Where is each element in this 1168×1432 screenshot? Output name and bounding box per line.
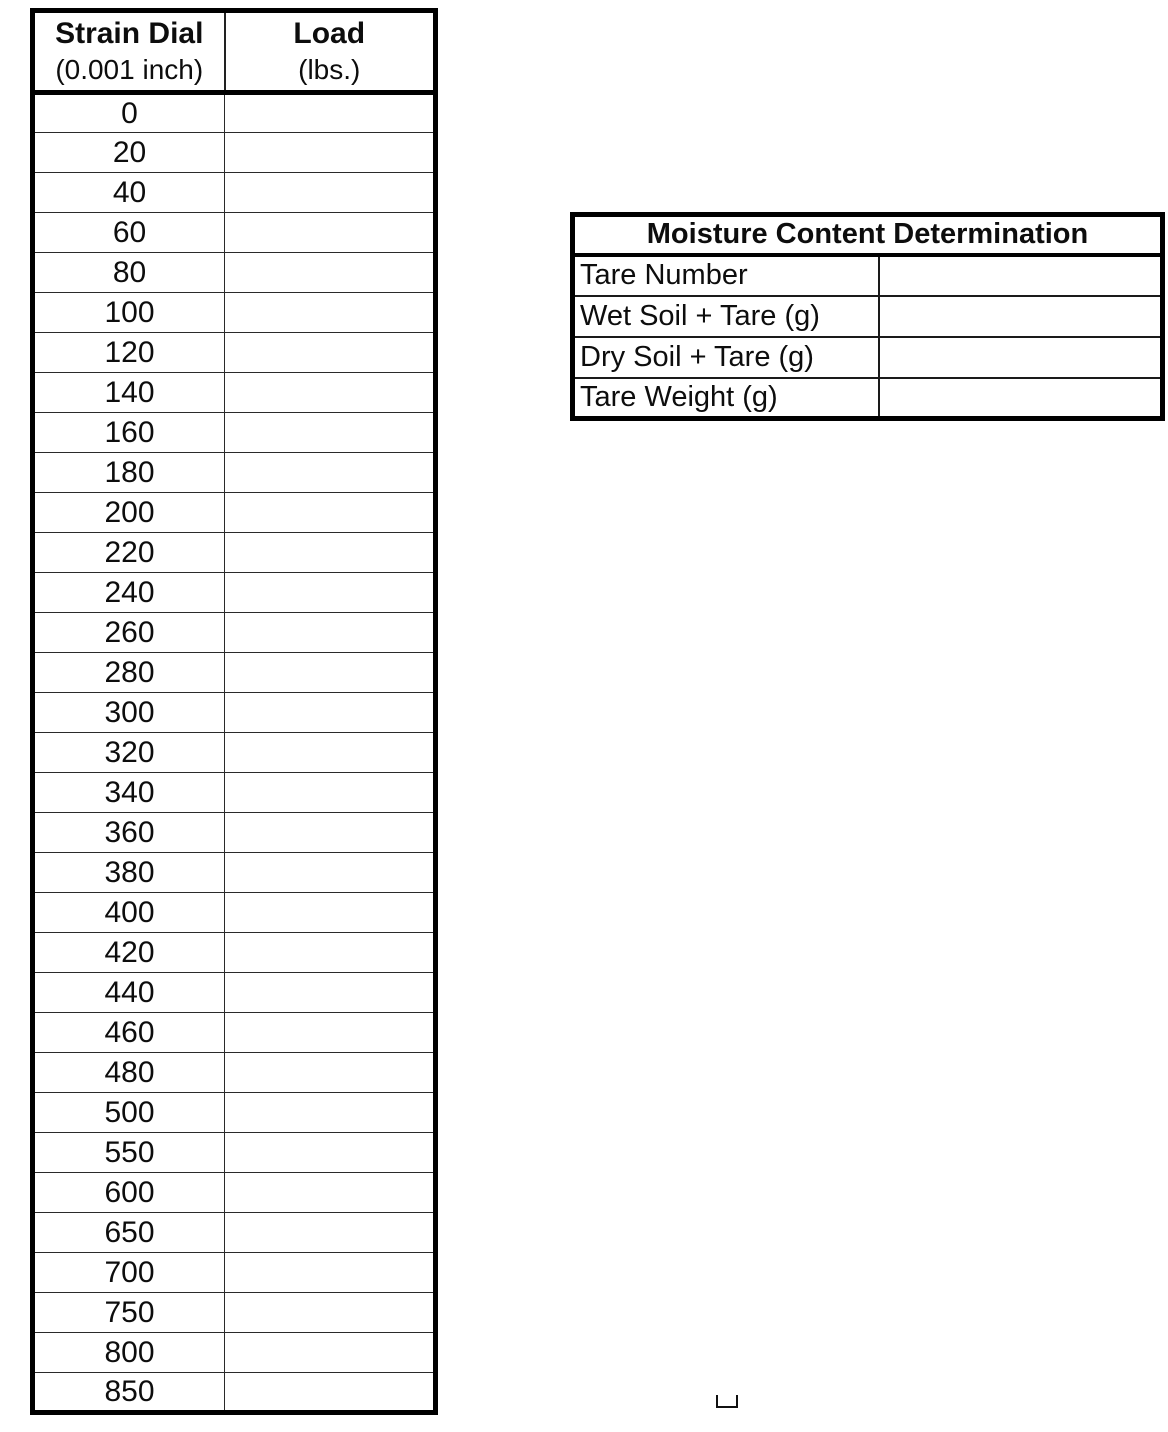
load-value-cell xyxy=(225,413,436,453)
strain-dial-value: 420 xyxy=(33,933,225,973)
strain-dial-value: 280 xyxy=(33,653,225,693)
strain-dial-value: 340 xyxy=(33,773,225,813)
moisture-table-row xyxy=(573,255,1163,296)
strain-dial-value: 380 xyxy=(33,853,225,893)
load-value-cell xyxy=(225,653,436,693)
strain-table-row xyxy=(33,133,436,173)
strain-dial-value: 100 xyxy=(33,293,225,333)
strain-table-row xyxy=(33,93,436,133)
load-value-cell xyxy=(225,133,436,173)
load-value-cell xyxy=(225,1293,436,1333)
strain-table-row xyxy=(33,213,436,253)
strain-dial-value: 60 xyxy=(33,213,225,253)
strain-dial-value: 440 xyxy=(33,973,225,1013)
strain-dial-value: 260 xyxy=(33,613,225,653)
moisture-table-row xyxy=(573,378,1163,419)
moisture-table-row xyxy=(573,337,1163,378)
load-value-cell xyxy=(225,813,436,853)
strain-table-row xyxy=(33,813,436,853)
load-value-cell xyxy=(225,93,436,133)
strain-dial-value: 460 xyxy=(33,1013,225,1053)
strain-dial-value: 600 xyxy=(33,1173,225,1213)
strain-dial-column-header xyxy=(33,11,225,93)
strain-dial-value: 650 xyxy=(33,1213,225,1253)
strain-table-body xyxy=(33,93,436,1413)
load-value-cell xyxy=(225,453,436,493)
load-value-cell xyxy=(225,533,436,573)
load-value-cell xyxy=(225,253,436,293)
load-value-cell xyxy=(225,333,436,373)
strain-dial-value: 400 xyxy=(33,893,225,933)
load-value-cell xyxy=(225,493,436,533)
load-value-cell xyxy=(225,1173,436,1213)
moisture-row-label: Wet Soil + Tare (g) xyxy=(573,296,879,337)
load-value-cell xyxy=(225,293,436,333)
strain-dial-header-title: Strain Dial xyxy=(55,16,204,50)
strain-table-row xyxy=(33,533,436,573)
strain-table-row xyxy=(33,413,436,453)
load-value-cell xyxy=(225,573,436,613)
load-value-cell xyxy=(225,973,436,1013)
strain-load-table xyxy=(30,8,438,1415)
load-value-cell xyxy=(225,1253,436,1293)
moisture-value-cell xyxy=(879,337,1163,378)
strain-table-row xyxy=(33,1213,436,1253)
strain-table-row xyxy=(33,373,436,413)
strain-table-row xyxy=(33,693,436,733)
strain-table-row xyxy=(33,453,436,493)
load-value-cell xyxy=(225,1373,436,1413)
strain-dial-value: 200 xyxy=(33,493,225,533)
strain-table-row xyxy=(33,1293,436,1333)
moisture-row-label: Tare Weight (g) xyxy=(573,378,879,419)
strain-table-row xyxy=(33,1133,436,1173)
strain-table-row xyxy=(33,933,436,973)
load-value-cell xyxy=(225,893,436,933)
strain-dial-value: 750 xyxy=(33,1293,225,1333)
moisture-content-table xyxy=(570,212,1165,421)
strain-table-row xyxy=(33,733,436,773)
moisture-value-cell xyxy=(879,296,1163,337)
strain-table-row xyxy=(33,973,436,1013)
strain-table-row xyxy=(33,1053,436,1093)
strain-dial-value: 180 xyxy=(33,453,225,493)
strain-dial-value: 160 xyxy=(33,413,225,453)
strain-dial-header-unit: (0.001 inch) xyxy=(55,54,204,86)
load-value-cell xyxy=(225,613,436,653)
strain-dial-value: 320 xyxy=(33,733,225,773)
scan-artifact-mark xyxy=(716,1395,738,1408)
strain-table-row xyxy=(33,893,436,933)
load-value-cell xyxy=(225,173,436,213)
strain-table-row xyxy=(33,333,436,373)
strain-table-row xyxy=(33,773,436,813)
moisture-table-body xyxy=(573,255,1163,419)
strain-table-row xyxy=(33,653,436,693)
strain-dial-value: 0 xyxy=(33,93,225,133)
strain-dial-value: 550 xyxy=(33,1133,225,1173)
load-value-cell xyxy=(225,213,436,253)
strain-dial-value: 120 xyxy=(33,333,225,373)
load-value-cell xyxy=(225,853,436,893)
moisture-table-title-row xyxy=(573,215,1163,255)
load-value-cell xyxy=(225,1133,436,1173)
strain-table-row xyxy=(33,573,436,613)
strain-table-row xyxy=(33,853,436,893)
strain-table-row xyxy=(33,173,436,213)
strain-table-row xyxy=(33,293,436,333)
load-header-title: Load xyxy=(293,16,366,50)
strain-table-row xyxy=(33,613,436,653)
strain-dial-value: 360 xyxy=(33,813,225,853)
strain-table-row xyxy=(33,253,436,293)
strain-dial-value: 850 xyxy=(33,1373,225,1413)
strain-dial-value: 300 xyxy=(33,693,225,733)
strain-table-header-row xyxy=(33,11,436,93)
strain-dial-value: 80 xyxy=(33,253,225,293)
moisture-row-label: Dry Soil + Tare (g) xyxy=(573,337,879,378)
strain-dial-value: 800 xyxy=(33,1333,225,1373)
load-value-cell xyxy=(225,733,436,773)
strain-dial-value: 40 xyxy=(33,173,225,213)
strain-dial-value: 700 xyxy=(33,1253,225,1293)
moisture-value-cell xyxy=(879,378,1163,419)
load-value-cell xyxy=(225,1333,436,1373)
strain-table-row xyxy=(33,1013,436,1053)
moisture-value-cell xyxy=(879,255,1163,296)
load-value-cell xyxy=(225,1093,436,1133)
strain-dial-value: 240 xyxy=(33,573,225,613)
strain-table-row xyxy=(33,1093,436,1133)
strain-table-row xyxy=(33,493,436,533)
load-value-cell xyxy=(225,1213,436,1253)
strain-table-row xyxy=(33,1333,436,1373)
load-value-cell xyxy=(225,373,436,413)
strain-dial-value: 220 xyxy=(33,533,225,573)
strain-table-row xyxy=(33,1373,436,1413)
strain-dial-value: 140 xyxy=(33,373,225,413)
load-value-cell xyxy=(225,1013,436,1053)
moisture-table-row xyxy=(573,296,1163,337)
load-column-header xyxy=(225,11,436,93)
strain-table-row xyxy=(33,1173,436,1213)
load-value-cell xyxy=(225,693,436,733)
strain-dial-value: 480 xyxy=(33,1053,225,1093)
strain-table-row xyxy=(33,1253,436,1293)
load-value-cell xyxy=(225,1053,436,1093)
moisture-row-label: Tare Number xyxy=(573,255,879,296)
strain-dial-value: 500 xyxy=(33,1093,225,1133)
strain-dial-value: 20 xyxy=(33,133,225,173)
load-value-cell xyxy=(225,773,436,813)
moisture-table-title: Moisture Content Determination xyxy=(573,215,1163,255)
load-header-unit: (lbs.) xyxy=(298,54,361,86)
load-value-cell xyxy=(225,933,436,973)
